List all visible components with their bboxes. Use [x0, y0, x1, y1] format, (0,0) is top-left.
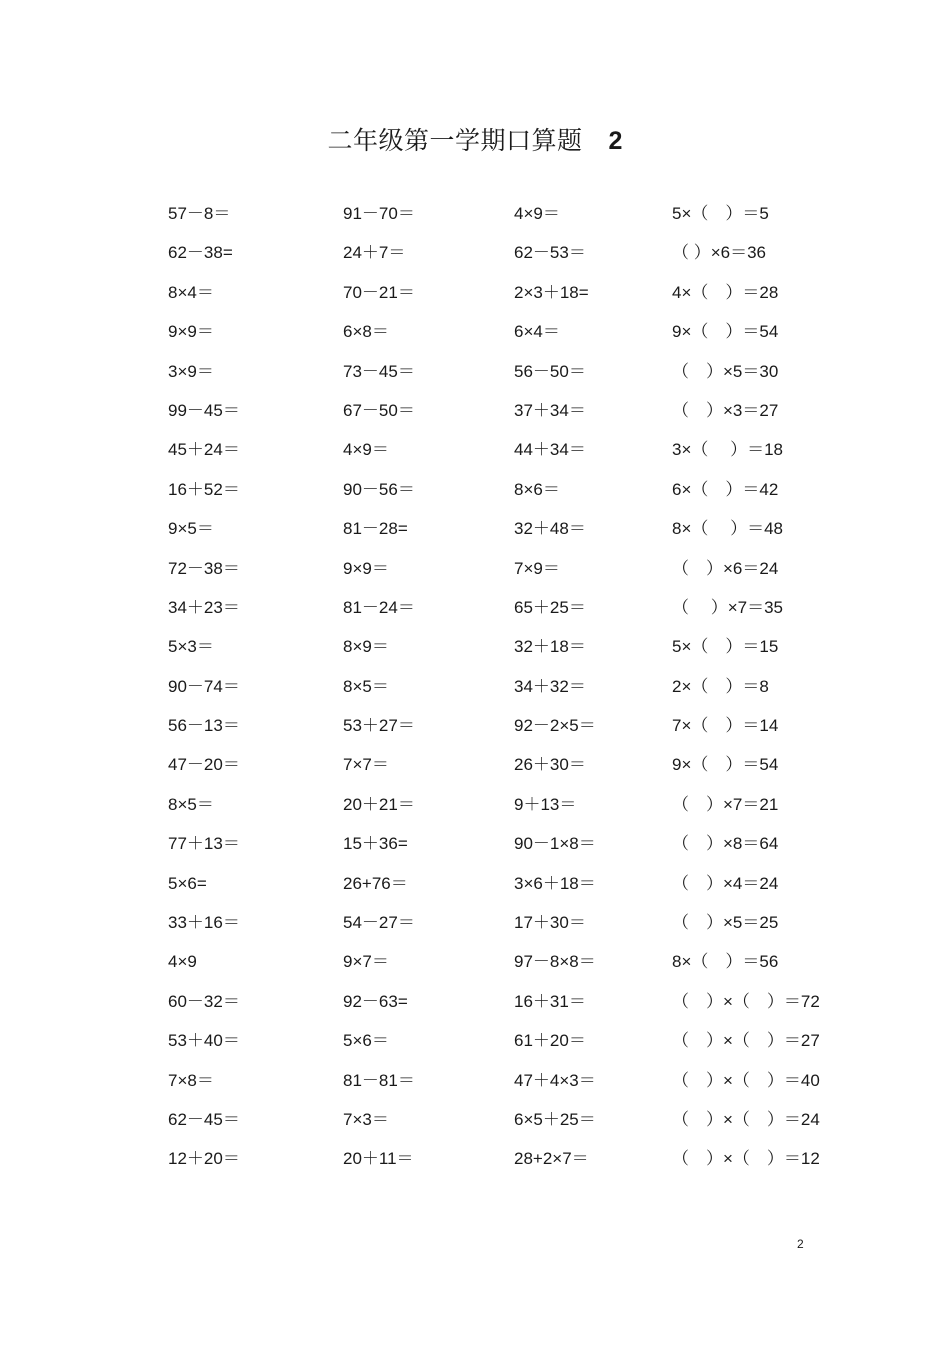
problem-cell: 9×5＝ — [168, 519, 214, 539]
page-number: 2 — [797, 1237, 804, 1251]
problem-cell: 3×（ ）＝18 — [672, 440, 784, 460]
problem-cell: 73－45＝ — [343, 361, 415, 381]
problem-cell: 8×6＝ — [514, 479, 560, 499]
problem-cell: 62－45＝ — [168, 1109, 240, 1129]
problem-cell: 7×9＝ — [514, 558, 560, 578]
problem-row — [0, 988, 950, 1027]
problem-cell: 9×7＝ — [343, 952, 389, 972]
problem-cell: 5×3＝ — [168, 637, 214, 657]
problem-row — [0, 358, 950, 397]
problem-cell: 61＋20＝ — [514, 1031, 586, 1051]
problem-cell: 54－27＝ — [343, 913, 415, 933]
problem-cell: 47－20＝ — [168, 755, 240, 775]
problem-cell: 81－81＝ — [343, 1070, 415, 1090]
problem-cell: 47＋4×3＝ — [514, 1070, 596, 1090]
problem-cell: 4×9＝ — [343, 440, 389, 460]
problem-cell: 8×4＝ — [168, 282, 214, 302]
problem-cell: 5×（ ）＝5 — [672, 204, 769, 223]
problem-cell: 92－2×5＝ — [514, 716, 596, 736]
page-title — [0, 124, 950, 158]
problem-cell: 8×5＝ — [343, 676, 389, 696]
problem-cell: 56－13＝ — [168, 716, 240, 736]
problem-cell: （ ）×7＝35 — [672, 597, 784, 617]
problem-cell: （ ）×（ ）＝72 — [672, 991, 820, 1011]
problem-cell: 6×4＝ — [514, 322, 560, 342]
problem-cell: 97－8×8＝ — [514, 952, 596, 972]
problem-cell: 8×9＝ — [343, 637, 389, 657]
problem-row — [0, 1145, 950, 1184]
problem-cell: 24＋7＝ — [343, 243, 406, 263]
problem-row — [0, 830, 950, 869]
problem-cell: 20＋11＝ — [343, 1149, 414, 1169]
problem-cell: 4×9＝ — [514, 204, 560, 223]
problem-cell: 44＋34＝ — [514, 440, 586, 460]
problem-row — [0, 555, 950, 594]
problem-cell: 81－28= — [343, 519, 408, 539]
problem-row — [0, 279, 950, 318]
problem-cell: 32＋18＝ — [514, 637, 586, 657]
problem-cell: 34＋23＝ — [168, 597, 240, 617]
problem-cell: 8×（ ）＝56 — [672, 952, 779, 972]
problem-cell: （ ）×3＝27 — [672, 400, 779, 420]
problem-row — [0, 476, 950, 515]
problem-cell: 56－50＝ — [514, 361, 586, 381]
problem-cell: 6×8＝ — [343, 322, 389, 342]
problem-cell: 53＋40＝ — [168, 1031, 240, 1051]
problem-cell: 5×6= — [168, 873, 207, 893]
problem-cell: （ ）×6＝36 — [672, 243, 767, 263]
problem-cell: 4×（ ）＝28 — [672, 282, 779, 302]
problem-row — [0, 397, 950, 436]
problem-row — [0, 909, 950, 948]
problem-cell: 17＋30＝ — [514, 913, 586, 933]
problem-cell: 90－1×8＝ — [514, 834, 596, 854]
problem-cell: 9×9＝ — [343, 558, 389, 578]
problem-row — [0, 633, 950, 672]
title-number: 2 — [608, 127, 623, 155]
problem-row — [0, 712, 950, 751]
problem-cell: 91－70＝ — [343, 204, 415, 223]
problem-cell: 53＋27＝ — [343, 716, 415, 736]
problem-cell: （ ）×8＝64 — [672, 834, 779, 854]
problem-cell: 45＋24＝ — [168, 440, 240, 460]
problem-row — [0, 200, 950, 239]
problem-cell: 9×9＝ — [168, 322, 214, 342]
problem-row — [0, 594, 950, 633]
problem-cell: 12＋20＝ — [168, 1149, 240, 1169]
problem-cell: 70－21＝ — [343, 282, 415, 302]
problem-cell: 62－38= — [168, 243, 233, 263]
problem-cell: 32＋48＝ — [514, 519, 586, 539]
problem-row — [0, 751, 950, 790]
problem-cell: 5×6＝ — [343, 1031, 389, 1051]
problem-cell: 65＋25＝ — [514, 597, 586, 617]
problem-cell: （ ）×6＝24 — [672, 558, 779, 578]
problem-cell: 9＋13＝ — [514, 794, 577, 814]
problem-row — [0, 436, 950, 475]
problem-cell: 7×7＝ — [343, 755, 389, 775]
problem-cell: 3×6＋18＝ — [514, 873, 596, 893]
problem-cell: （ ）×（ ）＝24 — [672, 1109, 820, 1129]
problem-cell: 16＋31＝ — [514, 991, 586, 1011]
problem-row — [0, 515, 950, 554]
problem-cell: （ ）×7＝21 — [672, 794, 779, 814]
problem-cell: 90－74＝ — [168, 676, 240, 696]
problem-cell: 57－8＝ — [168, 204, 231, 223]
problem-cell: 4×9 — [168, 952, 197, 972]
problem-row — [0, 870, 950, 909]
problem-cell: 28+2×7＝ — [514, 1149, 589, 1169]
problem-cell: 62－53＝ — [514, 243, 586, 263]
problem-row — [0, 318, 950, 357]
problem-cell: 9×（ ）＝54 — [672, 322, 779, 342]
problem-cell: （ ）×（ ）＝12 — [672, 1149, 820, 1169]
problem-cell: （ ）×（ ）＝27 — [672, 1031, 820, 1051]
problem-cell: （ ）×（ ）＝40 — [672, 1070, 820, 1090]
problem-row — [0, 948, 950, 987]
problem-cell: （ ）×4＝24 — [672, 873, 779, 893]
problem-cell: 67－50＝ — [343, 400, 415, 420]
problem-cell: 33＋16＝ — [168, 913, 240, 933]
problem-cell: 8×（ ）＝48 — [672, 519, 784, 539]
problem-row — [0, 1067, 950, 1106]
problem-cell: 7×3＝ — [343, 1109, 389, 1129]
problem-cell: 8×5＝ — [168, 794, 214, 814]
title-text: 二年级第一学期口算题 — [327, 126, 583, 155]
problem-row — [0, 791, 950, 830]
problem-cell: 6×5＋25＝ — [514, 1109, 596, 1129]
problem-cell: （ ）×5＝30 — [672, 361, 779, 381]
problem-cell: 3×9＝ — [168, 361, 214, 381]
problem-cell: 34＋32＝ — [514, 676, 586, 696]
problem-cell: 81－24＝ — [343, 597, 415, 617]
problem-cell: 37＋34＝ — [514, 400, 586, 420]
problem-cell: 99－45＝ — [168, 400, 240, 420]
problem-cell: 26＋30＝ — [514, 755, 586, 775]
problem-cell: 7×（ ）＝14 — [672, 716, 779, 736]
problem-cell: 77＋13＝ — [168, 834, 240, 854]
problem-cell: 92－63= — [343, 991, 408, 1011]
problem-cell: 16＋52＝ — [168, 479, 240, 499]
problem-cell: （ ）×5＝25 — [672, 913, 779, 933]
problem-cell: 26+76＝ — [343, 873, 408, 893]
problem-cell: 7×8＝ — [168, 1070, 214, 1090]
problem-row — [0, 673, 950, 712]
problem-cell: 20＋21＝ — [343, 794, 415, 814]
problem-row — [0, 1027, 950, 1066]
arithmetic-problem-grid — [0, 200, 950, 1185]
problem-row — [0, 239, 950, 278]
problem-cell: 15＋36= — [343, 834, 408, 854]
problem-cell: 60－32＝ — [168, 991, 240, 1011]
problem-cell: 5×（ ）＝15 — [672, 637, 779, 657]
problem-cell: 72－38＝ — [168, 558, 240, 578]
problem-cell: 6×（ ）＝42 — [672, 479, 779, 499]
problem-cell: 2×（ ）＝8 — [672, 676, 769, 696]
problem-row — [0, 1106, 950, 1145]
problem-cell: 2×3＋18= — [514, 282, 589, 302]
problem-cell: 9×（ ）＝54 — [672, 755, 779, 775]
problem-cell: 90－56＝ — [343, 479, 415, 499]
